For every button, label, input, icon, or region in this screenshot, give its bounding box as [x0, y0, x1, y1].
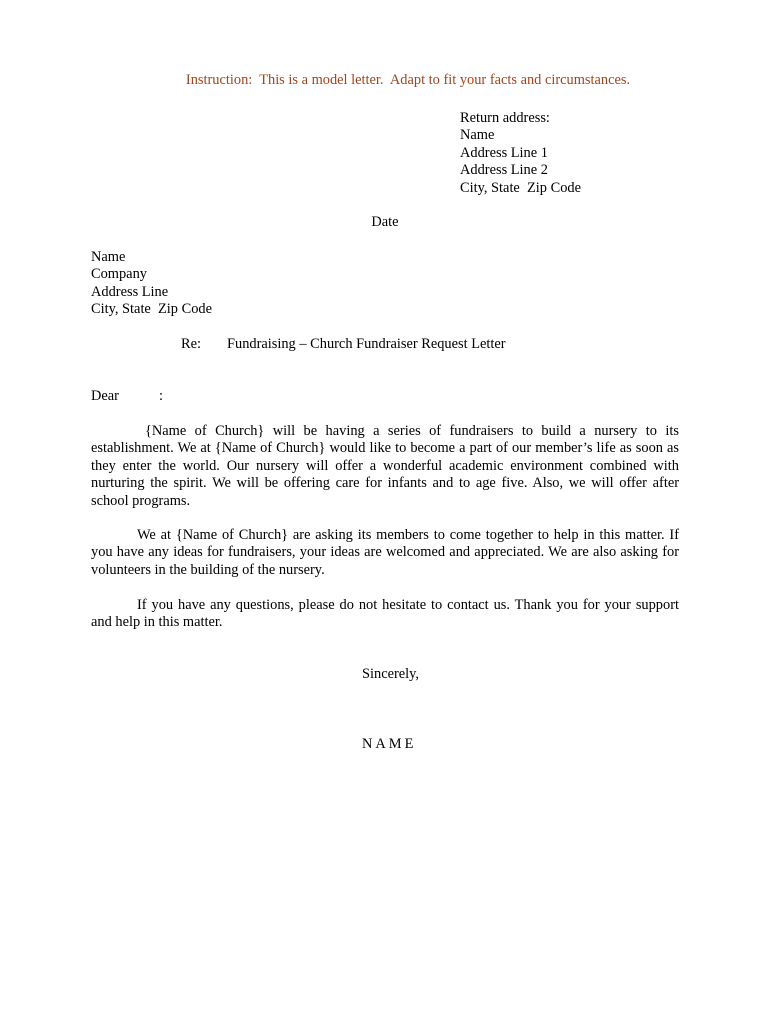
recipient-name: Name [91, 249, 126, 265]
return-address-line2: Address Line 2 [460, 162, 548, 179]
re-label: Re: [181, 336, 201, 352]
return-address-block [460, 110, 581, 197]
re-subject: Fundraising – Church Fundraiser Request Letter [227, 336, 506, 352]
return-address-label: Return address: [460, 110, 550, 126]
body-paragraph-1: {Name of Church} will be having a series of fundraisers to build a nursery to its establishment. We at {Name of Church} would like to become a part of our member’s life as soon as they enter the world. Our nursery will offer a wonderful academic environment combined with nurturing the spirit. We will be offering care for infants and to age five. Also, we will offer after school programs. [91, 423, 679, 509]
signature-name: NAME [362, 736, 417, 752]
salutation-colon: : [159, 388, 163, 404]
return-address-city-state-zip: City, State Zip Code [460, 179, 581, 196]
salutation-dear: Dear [91, 388, 119, 404]
body-paragraph-2: We at {Name of Church} are asking its members to come together to help in this matter. If you have any ideas for fundraisers, your ideas are welcomed and appreciated. We are also asking for volunteers in the building of the nursery. [91, 527, 679, 578]
recipient-address-block [91, 249, 212, 319]
body-paragraph-3: If you have any questions, please do not hesitate to contact us. Thank you for your support and help in this matter. [91, 597, 679, 631]
closing: Sincerely, [362, 666, 420, 682]
return-address-name: Name [460, 127, 495, 144]
recipient-city-state-zip: City, State Zip Code [91, 301, 212, 318]
return-address-line1: Address Line 1 [460, 144, 548, 161]
instruction-note: Instruction: This is a model letter. Adapt to fit your facts and circumstances. [185, 72, 631, 88]
letter-date: Date [371, 214, 399, 230]
recipient-address-line: Address Line [91, 283, 169, 300]
recipient-company: Company [91, 266, 147, 283]
